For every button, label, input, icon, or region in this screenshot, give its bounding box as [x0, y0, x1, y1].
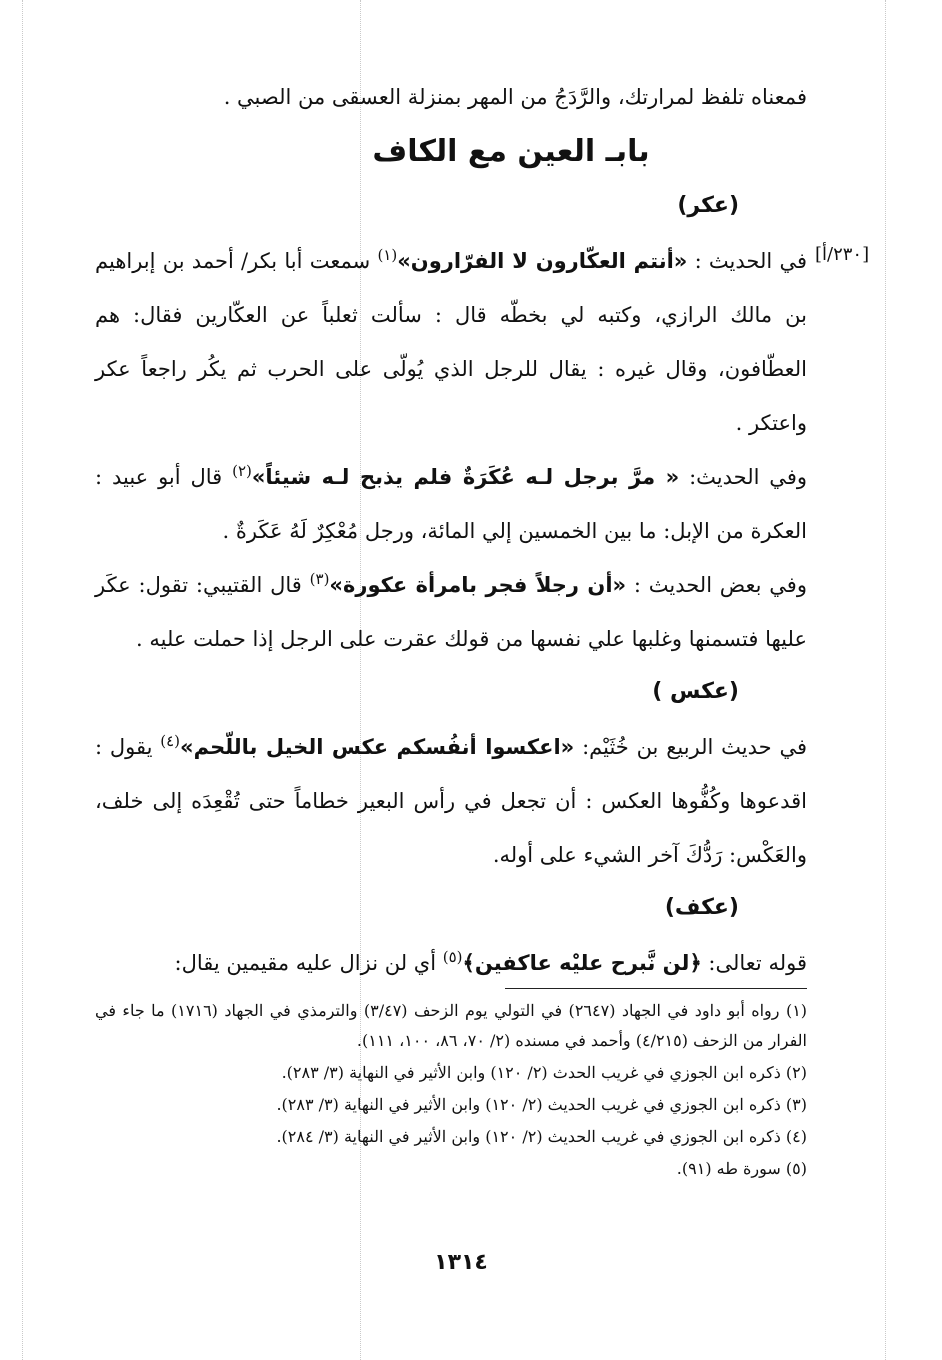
- paragraph-body: قال القتيبي: تقول: عكَر عليها فتسمنها وغلبها علي نفسها من قولك عقرت على الرجل إذا حملت عليه .: [95, 573, 807, 651]
- hadith-quote: « مرَّ برجل لـه عُكَرَةٌ فلم يذبح لـه شيئاً»: [251, 465, 680, 489]
- footnote-marker: (٥): [442, 948, 463, 966]
- paragraph-lead: في حديث الربيع بن خُثَيْم:: [574, 735, 807, 759]
- footnote-separator: [505, 988, 807, 989]
- scan-margin-line: [885, 0, 886, 1360]
- entry-akf: [95, 888, 807, 990]
- entry-aks: [95, 672, 807, 882]
- quran-quote: ﴿لن نَّبرح عليْه عاكفين﴾: [462, 951, 702, 975]
- footnote-marker: (٣): [309, 570, 330, 588]
- entry-heading: (عكف): [664, 895, 739, 920]
- footnote: (٢) ذكره ابن الجوزي في غريب الحدث (٢/ ١٢٠) وابن الأثير في النهاية (٣/ ٢٨٣).: [281, 1063, 807, 1082]
- page-number: [0, 1248, 942, 1278]
- main-text: [95, 70, 807, 990]
- footnote: (٣) ذكره ابن الجوزي في غريب الحديث (٢/ ١٢٠) وابن الأثير في النهاية (٣/ ٢٨٣).: [276, 1095, 807, 1114]
- paragraph-lead: وفي بعض الحديث :: [626, 573, 807, 597]
- footnote-marker: (٤): [160, 732, 181, 750]
- footnote-marker: (٢): [232, 462, 252, 480]
- hadith-quote: «اعكسوا أنفُسكم عكس الخيل باللّحم»: [180, 735, 575, 759]
- footnote: (١) رواه أبو داود في الجهاد (٢٦٤٧) في التولي يوم الزحف (٣/٤٧) والترمذي في الجهاد (١٧١٦) ما جاء في الفرار من الزحف (٤/٢١٥) وأحمد في مسنده (٢/ ٧٠، ٨٦، ١٠٠، ١١١).: [95, 1001, 808, 1050]
- paragraph-lead: وفي الحديث:: [679, 465, 807, 489]
- hadith-quote: «أنتم العكّارون لا الفرّارون»: [397, 249, 688, 273]
- paragraph-body: أي لن نزال عليه مقيمين يقال:: [174, 951, 443, 975]
- footnote-marker: (١): [377, 246, 398, 264]
- footnote: (٤) ذكره ابن الجوزي في غريب الحديث (٢/ ١٢٠) وابن الأثير في النهاية (٣/ ٢٨٤).: [276, 1127, 807, 1146]
- chapter-title: بابـ العين مع الكاف: [372, 134, 650, 169]
- entry-paragraph: [95, 558, 807, 666]
- entry-heading: (عكس ): [652, 679, 739, 704]
- paragraph-body: يقول : اقدعوها وكُفُّوها العكس : أن تجعل في رأس البعير خطاماً حتى تُقْعِدَه إلى خلف، والعَكْس: رَدُّكَ آخر الشيء على أوله.: [95, 735, 807, 867]
- hadith-quote: «أن رجلاً فجر بامرأة عكورة»: [329, 573, 627, 597]
- footnotes: [95, 996, 807, 1186]
- entry-paragraph: [95, 450, 807, 558]
- entry-paragraph: [95, 234, 807, 450]
- entry-akr: [95, 186, 807, 666]
- page-number-value: ١٣١٤: [434, 1250, 488, 1275]
- entry-paragraph: [95, 936, 807, 990]
- entry-heading: (عكر): [677, 193, 739, 218]
- paragraph-body: سمعت أبا بكر/ أحمد بن إبراهيم بن مالك الرازي، وكتبه لي بخطّه قال : سألت ثعلباً عن العكّارين فقال: هم العطّافون، وقال غيره : يقال للرجل الذي يُولّى على الحرب ثم يكُر راجعاً عكر واعتكر .: [95, 249, 807, 435]
- intro-line: فمعناه تلفظ لمرارتك، والرَّدَجُ من المهر بمنزلة العسقى من الصبي .: [223, 85, 807, 109]
- entry-paragraph: [95, 720, 807, 882]
- paragraph-lead: قوله تعالى:: [701, 951, 807, 975]
- paragraph-lead: في الحديث :: [687, 249, 807, 273]
- paragraph-body: قال أبو عبيد : العكرة من الإبل: ما بين الخمسين إلي المائة، ورجل مُعْكِرٌ لَهُ عَكَرةٌ .: [95, 465, 807, 543]
- scan-margin-line: [22, 0, 23, 1360]
- manuscript-folio-reference: [٢٣٠/أ]: [815, 244, 870, 265]
- footnote: (٥) سورة طه (٩١).: [676, 1159, 807, 1178]
